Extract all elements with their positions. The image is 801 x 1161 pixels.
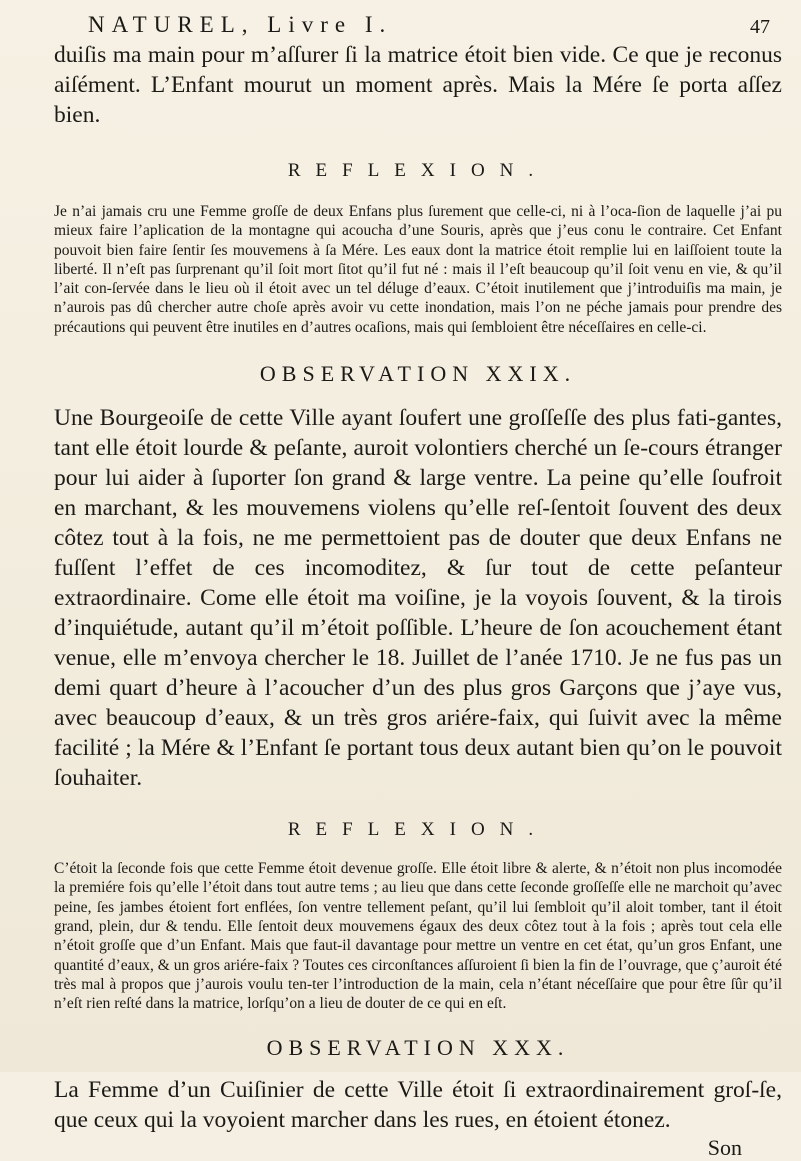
observation-text-29: Une Bourgeoiſe de cette Ville ayant ſoufert une groſſeſſe des plus fati-gantes, tant elle étoit lourde & peſante, auroit volontiers cherché un ſe-cours étranger pour lui aider à ſuporter ſon grand & large ventre. La peine qu’elle ſoufroit en marchant, & les mouvemens violens qu’elle reſ-ſentoit ſouvent des deux côtez tout à la fois, ne me permettoient pas de douter que deux Enfans ne fuſſent l’effet de ces incomoditez, & ſur tout de cette peſanteur extraordinaire. Come elle étoit ma voiſine, je la voyois ſouvent, & la tirois d’inquiétude, autant qu’il m’étoit poſſible. L’heure de ſon acouchement étant venue, elle m’envoya chercher le 18. Juillet de l’anée 1710. Je ne fus pas un demi quart d’heure à l’acoucher d’un des plus gros Garçons que j’aye vus, avec beaucoup d’eaux, & un très gros ariére-faix, qui ſuivit avec la même facilité ; la Mére & l’Enfant ſe portant tous deux autant bien qu’on le pouvoit ſouhaiter. [54, 405, 782, 792]
running-title: NATUREL, Livre I. [88, 12, 393, 37]
page-number: 47 [750, 16, 770, 38]
reflexion-heading-1: REFLEXION. [287, 160, 549, 181]
running-header [54, 10, 782, 44]
observation-text-30: La Femme d’un Cuiſinier de cette Ville étoit ſi extraordinairement groſ-ſe, que ceux qui la voyoient marcher dans les rues, en étoient étonez. [54, 1077, 782, 1134]
observation-heading-30: OBSERVATION XXX. [266, 1035, 570, 1061]
reflexion-heading-2: REFLEXION. [287, 819, 549, 841]
reflexion-text-2: C’étoit la ſeconde fois que cette Femme étoit devenue groſſe. Elle étoit libre & alerte, & n’étoit non plus incomodée la premiére fois qu’elle l’étoit dans tout autre tems ; au lieu que dans cette ſeconde groſſeſſe elle ne marchoit qu’avec peine, ſes jambes étoient fort enflées, ſon ventre tellement peſant, qu’il lui ſembloit qu’il aloit tomber, tant il étoit grand, plein, dur & tendu. Elle ſentoit deux mouvemens égaux des deux côtez tout à la fois ; après tout cela elle n’étoit groſſe que d’un Enfant. Mais que faut-il davantage pour mettre un ventre en cet état, qu’un gros Enfant, une quantité d’eaux, & un gros ariére-faix ? Toutes ces circonſtances aſſuroient ſi bien la fin de l’ouvrage, que ç’auroit été très mal à propos que j’aurois voulu ten-ter l’introduction de la main, cela n’étant néceſſaire que pour être ſûr qu’il n’eſt rien reſté dans la matrice, lorſqu’on a lieu de douter de ce qui en eſt. [54, 860, 782, 1013]
paragraph-continuation: duiſis ma main pour m’aſſurer ſi la matrice étoit bien vide. Ce que je reconus aiſément. L’Enfant mourut un moment après. Mais la Mére ſe porta aſſez bien. [54, 42, 782, 128]
catchword: Son [707, 1135, 742, 1161]
reflexion-text-1: Je n’ai jamais cru une Femme groſſe de deux Enfans plus ſurement que celle-ci, ni à l’oca-ſion de laquelle j’ai pu mieux faire l’aplication de la montagne qui acoucha d’une Souris, après que j’eus conu le contraire. Cet Enfant pouvoit bien faire ſentir ſes mouvemens à ſa Mére. Les eaux dont la matrice étoit remplie lui en laiſſoient toute la liberté. Il n’eſt pas ſurprenant qu’il ſoit mort ſitot qu’il fut né : mais il l’eſt beaucoup qu’il ſoit venu en vie, & qu’il l’ait con-ſervée dans le lieu où il étoit avec un tel déluge d’eaux. C’étoit inutilement que j’introduiſis ma main, je n’aurois pas dû chercher autre choſe après avoir vu cette inondation, mais l’on ne péche jamais pour prendre des précautions qui peuvent être inutiles en d’autres ocaſions, mais qui ſembloient être néceſſaires en celle-ci. [54, 203, 782, 336]
observation-heading-29: OBSERVATION XXIX. [259, 361, 577, 387]
page-content [54, 10, 782, 1161]
